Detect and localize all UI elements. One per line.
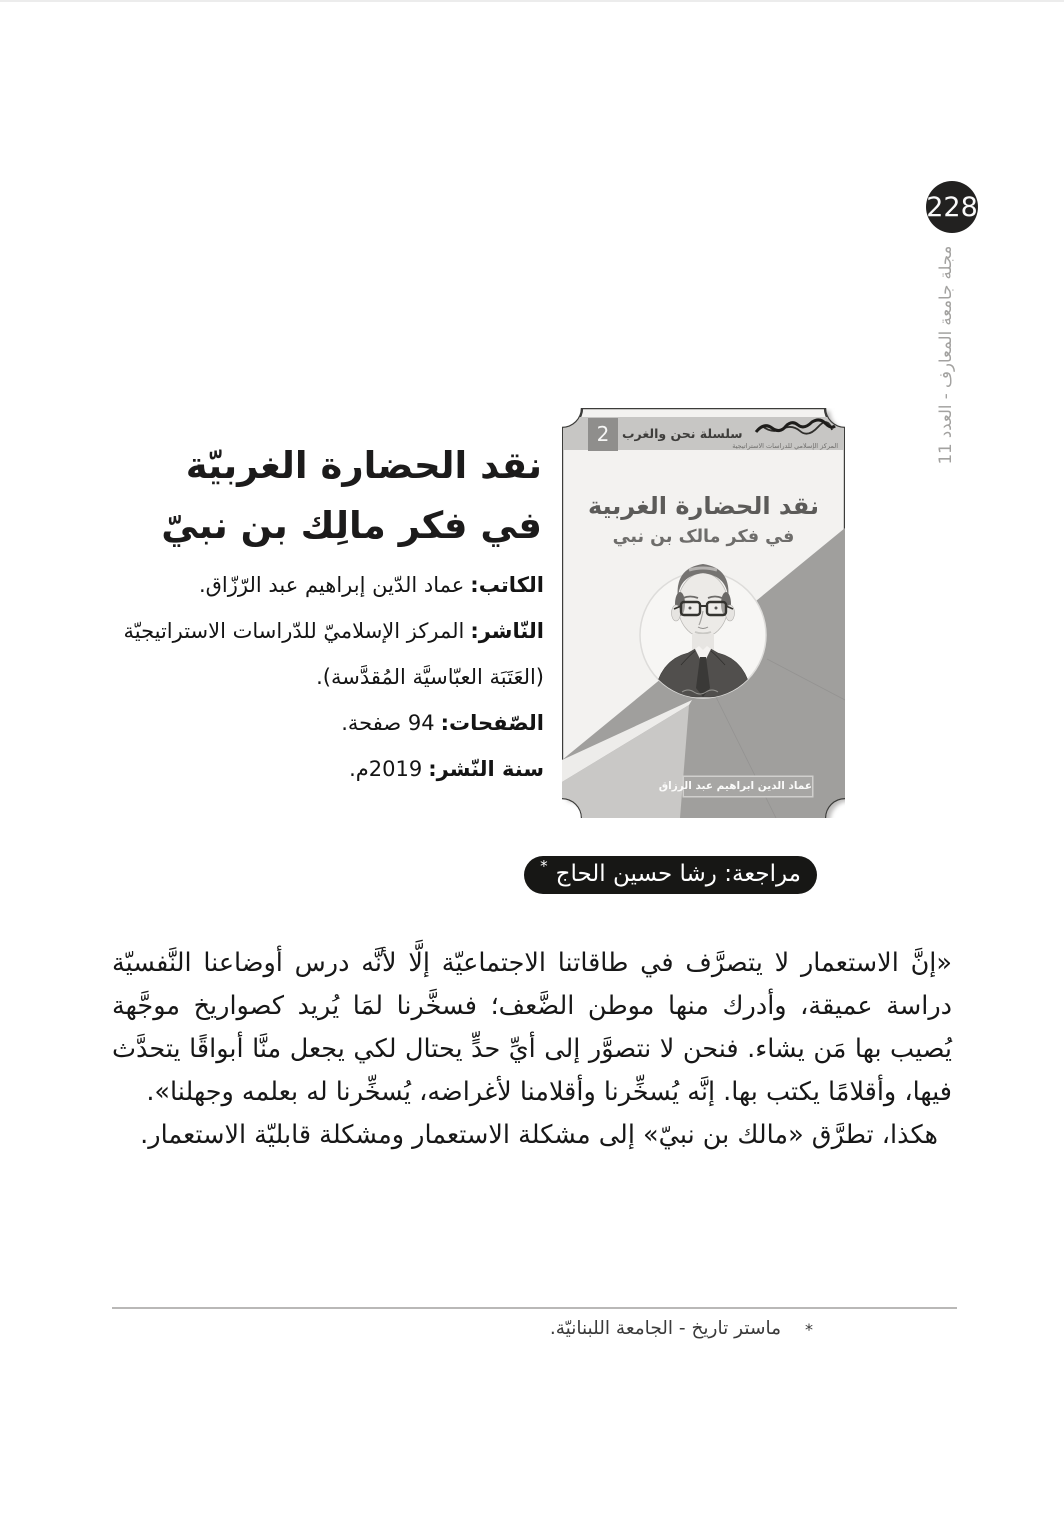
page-number: 228 [926,191,978,223]
scan-edge-line [0,0,1064,2]
meta-pages [112,700,544,746]
body-paragraph-comment: هكذا، تطرَّق «مالك بن نبيّ» إلى مشكلة الاستعمار ومشكلة قابليّة الاستعمار. [140,1120,938,1150]
footnote [550,1318,813,1339]
book-cover [562,408,845,818]
meta-pages-label: الصّفحات: [440,711,544,735]
body-paragraph-quote: «إنَّ الاستعمار لا يتصرَّف في طاقاتنا الاجتماعيّة إلَّا لأنَّه درس أوضاعنا النَّفسيّة دراسة عميقة، وأدرك منها موطن الضَّعف؛ فسخَّرنا لمَا يُريد كصواريخ موجَّهة يُصيب بها مَن يشاء. فنحن لا نتصوَّر إلى أيِّ حدٍّ يحتال لكي يجعل منَّا أبواقًا يتحدَّث فيها، وأقلامًا يكتب بها. إنَّه يُسخِّرنا وأقلامنا لأغراضه، يُسخِّرنا له بعلمه وجهلنا». [112,948,952,1107]
cover-author-box: عماد الدين ابراهيم عبد الرزاق [683,776,813,797]
series-name: سلسلة نحن والغرب [622,426,743,441]
reviewer-badge [524,856,817,894]
cover-title-line1: نقد الحضارة الغربية [587,492,820,520]
meta-author [112,562,544,608]
series-number-box: 2 [588,418,618,451]
article-title-line1: نقد الحضارة الغربيّة [185,444,542,487]
article-title-line2: في فكر مالِك بن نبيّ [161,504,542,547]
footnote-divider [112,1307,957,1309]
book-metadata [112,562,544,792]
footnote-marker: * [805,1320,813,1339]
meta-year [112,746,544,792]
book-cover-art [562,408,845,818]
meta-year-label: سنة النّشر: [428,757,544,781]
footnote-text: ماستر تاريخ - الجامعة اللبنانيّة. [549,1318,781,1339]
meta-author-label: الكاتب: [470,573,544,597]
meta-pages-value: 94 صفحة. [341,711,435,735]
cover-title-line2: في فكر مالک بن نبي [612,527,795,547]
reviewer-badge-text: مراجعة: رشا حسين الحاج [555,861,801,887]
publisher-logo [732,418,838,451]
meta-author-value: عماد الدّين إبراهيم عبد الرّزّاق. [198,573,465,597]
meta-publisher-label: النّاشر: [470,619,544,643]
article-body [112,942,952,1157]
publisher-logo-calligraphy [752,418,838,438]
article-title [112,436,542,556]
meta-year-value: 2019م. [349,757,423,781]
publisher-logo-caption: المركز الإسلامي للدراسات الاستراتيجية [732,442,838,450]
meta-publisher [112,608,544,700]
cover-title [562,492,845,547]
journal-title-vertical: مجلة جامعة المعارف - العدد 11 [936,245,955,465]
meta-publisher-value: المركز الإسلاميّ للدّراسات الاستراتيجيّة (العَتَبَة العبّاسيَّة المُقدَّسة). [123,619,544,689]
reviewer-footnote-marker: * [540,857,548,875]
